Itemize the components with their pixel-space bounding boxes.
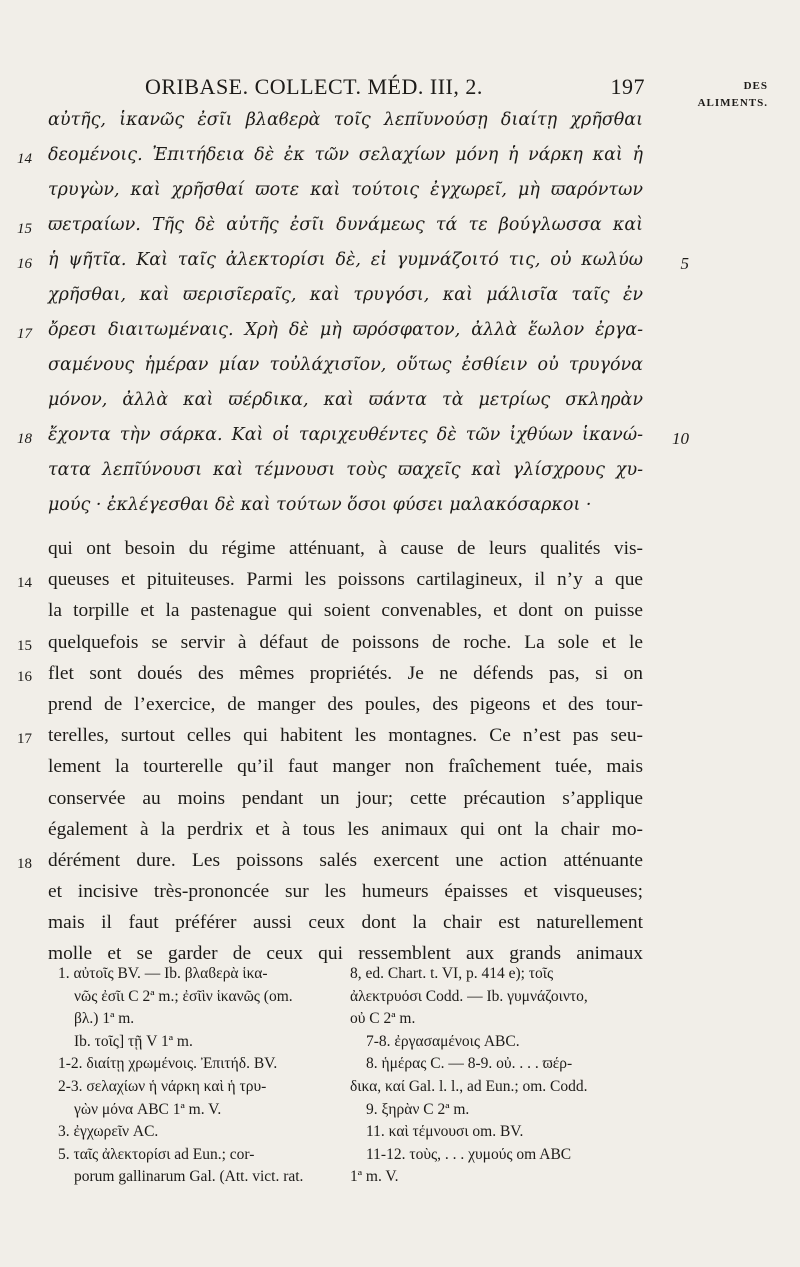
apparatus-note: 7-8. ἐργασαμένοις ABC. [366, 1032, 520, 1050]
apparatus-note: 8. ἡμέρας C. — 8-9. οὐ. . . . ϖέρ- [366, 1055, 573, 1073]
line-text: μόνον, ἀλλὰ καὶ ϖέρδικα, καὶ ϖάντα τὰ μετρίως σκληρὰν [48, 390, 643, 410]
line-text: ϖετραίων. Τῆς δὲ αὐτῆς ἐσῖι δυνάμεως τά τε βούγλωσσα καὶ [48, 215, 643, 235]
line-text: conservée au moins pendant un jour; cette précaution s’applique [48, 787, 643, 809]
line-number: 15 [17, 637, 32, 654]
text-line [48, 912, 643, 943]
line-text: σαμένους ἡμέραν μίαν τοὐλάχισῖον, οὕτως ἐσθίειν οὐ τρυγόνα [48, 355, 643, 375]
line-number: 18 [17, 431, 32, 447]
line-text: ἡ ψῆτῖα. Καὶ ταῖς ἀλεκτορίσι δὲ, εἰ γυμνάζοιτό τις, οὐ κωλύω [48, 250, 643, 270]
text-line [17, 145, 643, 180]
text-line [17, 569, 643, 600]
apparatus-note: νῶς ἐσῖι C 2ª m.; ἐσῖὶν ἱκανῶς (om. [74, 987, 293, 1005]
text-line [17, 849, 643, 881]
line-text: χρῆσθαι, καὶ ϖερισῖεραῖς, καὶ τρυγόσι, καὶ μάλισῖα ταῖς ἐν [48, 285, 643, 305]
text-line [48, 495, 643, 530]
apparatus-note: 3. ἐγχωρεῖν AC. [58, 1123, 159, 1141]
apparatus-note: ἀλεκτρυόσι Codd. — Ib. γυμνάζοιντο, [350, 987, 588, 1005]
line-text: τρυγὼν, καὶ χρῆσθαί ϖοτε καὶ τούτοις ἐγχωρεῖ, μὴ ϖαρόντων [48, 180, 643, 200]
text-line [48, 819, 643, 850]
apparatus-note: 1ª m. V. [350, 1168, 399, 1186]
line-number: 15 [17, 221, 32, 237]
text-line [17, 425, 689, 460]
text-line [17, 215, 643, 250]
line-text: également à la perdrix et à tous les animaux qui ont la chair mo- [48, 818, 643, 840]
french-translation-block [17, 538, 643, 975]
line-text: lement la tourterelle qu’il faut manger non fraîchement tuée, mais [48, 756, 643, 778]
text-line [17, 250, 689, 285]
line-text: ὄρεσι διαιτωμέναις. Χρὴ δὲ μὴ ϖρόσφατον, ἀλλὰ ἕωλον ἐργα- [48, 320, 643, 340]
line-number: 18 [17, 855, 32, 872]
apparatus-note: δικα, καί Gal. l. l., ad Eun.; om. Codd. [350, 1077, 588, 1095]
text-line [48, 355, 643, 390]
line-text: qui ont besoin du régime atténuant, à cause de leurs qualités vis- [48, 538, 643, 559]
apparatus-note: γὼν μόνα ABC 1ª m. V. [74, 1100, 222, 1118]
text-line [48, 460, 643, 495]
line-number: 16 [17, 668, 32, 685]
apparatus-note: Ib. τοῖς] τῇ V 1ª m. [74, 1032, 193, 1050]
apparatus-column-right [350, 963, 645, 1189]
marginal-title-line: DES [743, 80, 768, 92]
text-line [48, 600, 643, 631]
text-line [48, 694, 643, 725]
text-line [48, 788, 643, 819]
line-text: et incisive très-prononcée sur les humeurs épaisses et visqueuses; [48, 881, 643, 903]
line-text: dérément dure. Les poissons salés exercent une action atténuante [48, 849, 643, 871]
line-text: δεομένοις. Ἐπιτήδεια δὲ ἐκ τῶν σελαχίων μόνη ἡ νάρκη καὶ ἡ [48, 145, 643, 165]
line-text: molle et se garder de ceux qui ressemblent aux grands animaux [48, 943, 643, 965]
text-line [48, 180, 643, 215]
marginal-section-title [698, 78, 768, 112]
apparatus-note: porum gallinarum Gal. (Att. vict. rat. [74, 1168, 304, 1186]
apparatus-note: 5. ταῖς ἀλεκτορίσι ad Eun.; cor- [58, 1145, 255, 1163]
apparatus-note: 11. καὶ τέμνουσι om. BV. [366, 1123, 524, 1141]
text-line [48, 285, 643, 320]
line-text: mais il faut préférer aussi ceux dont la chair est naturellement [48, 912, 643, 934]
line-number: 14 [17, 151, 32, 167]
apparatus-note: 11-12. τοὺς, . . . χυμούς om ABC [366, 1145, 572, 1163]
greek-text-block [17, 110, 689, 530]
line-text: αὐτῆς, ἱκανῶς ἐσῖι βλαϐερὰ τοῖς λεπῖυνούσῃ διαίτῃ χρῆσθαι [48, 110, 643, 130]
text-line [17, 725, 643, 756]
text-line [48, 538, 643, 569]
line-text: queuses et pituiteuses. Parmi les poissons cartilagineux, il n’y a que [48, 569, 643, 591]
text-line [48, 756, 643, 787]
line-text: terelles, surtout celles qui habitent les montagnes. Ce n’est pas seu- [48, 725, 643, 747]
line-text: prend de l’exercice, de manger des poules, des pigeons et des tour- [48, 693, 643, 715]
text-line [48, 881, 643, 912]
apparatus-note: 1. αὐτοῖς BV. — Ib. βλαϐερὰ ἱκα- [58, 965, 268, 982]
apparatus-note: 9. ξηρὰν C 2ª m. [366, 1100, 470, 1118]
text-line [17, 320, 643, 355]
apparatus-note: οὐ C 2ª m. [350, 1010, 416, 1028]
line-text: flet sont doués des mêmes propriétés. Je ne défends pas, si on [48, 662, 643, 684]
line-number: 14 [17, 575, 32, 592]
line-number: 16 [17, 256, 32, 272]
apparatus-note: 1-2. διαίτῃ χρωμένοις. Ἐπιτήδ. BV. [58, 1055, 278, 1073]
marginal-title-line: ALIMENTS. [697, 97, 768, 109]
line-text: ἔχοντα τὴν σάρκα. Καὶ οἱ ταριχευθέντες δὲ τῶν ἰχθύων ἱκανώ- [48, 425, 643, 445]
apparatus-note: 2-3. σελαχίων ἡ νάρκη καὶ ἡ τρυ- [58, 1077, 267, 1095]
line-number: 17 [17, 731, 32, 748]
text-line [48, 110, 643, 145]
page-number: 197 [610, 74, 645, 99]
line-text: la torpille et la pastenague qui soient convenables, et dont on puisse [48, 600, 643, 622]
text-line [48, 390, 643, 425]
apparatus-note: βλ.) 1ª m. [74, 1010, 135, 1028]
apparatus-column-left [58, 963, 348, 1189]
line-text: μούς · ἐκλέγεσθαι δὲ καὶ τούτων ὅσοι φύσει μαλακόσαρκοι · [48, 495, 592, 515]
line-text: τατα λεπῖύνουσι καὶ τέμνουσι τοὺς ϖαχεῖς καὶ γλίσχρους χυ- [48, 460, 643, 480]
line-text: quelquefois se servir à défaut de poissons de roche. La sole et le [48, 631, 643, 653]
line-number: 17 [17, 326, 32, 342]
line-count-marker: 5 [680, 254, 689, 273]
header-title: ORIBASE. COLLECT. MÉD. III, 2. [145, 74, 483, 99]
text-line [17, 662, 643, 694]
line-count-marker: 10 [672, 429, 689, 448]
apparatus-note: 8, ed. Chart. t. VI, p. 414 e); τοῖς [350, 965, 554, 982]
text-line [17, 631, 643, 663]
